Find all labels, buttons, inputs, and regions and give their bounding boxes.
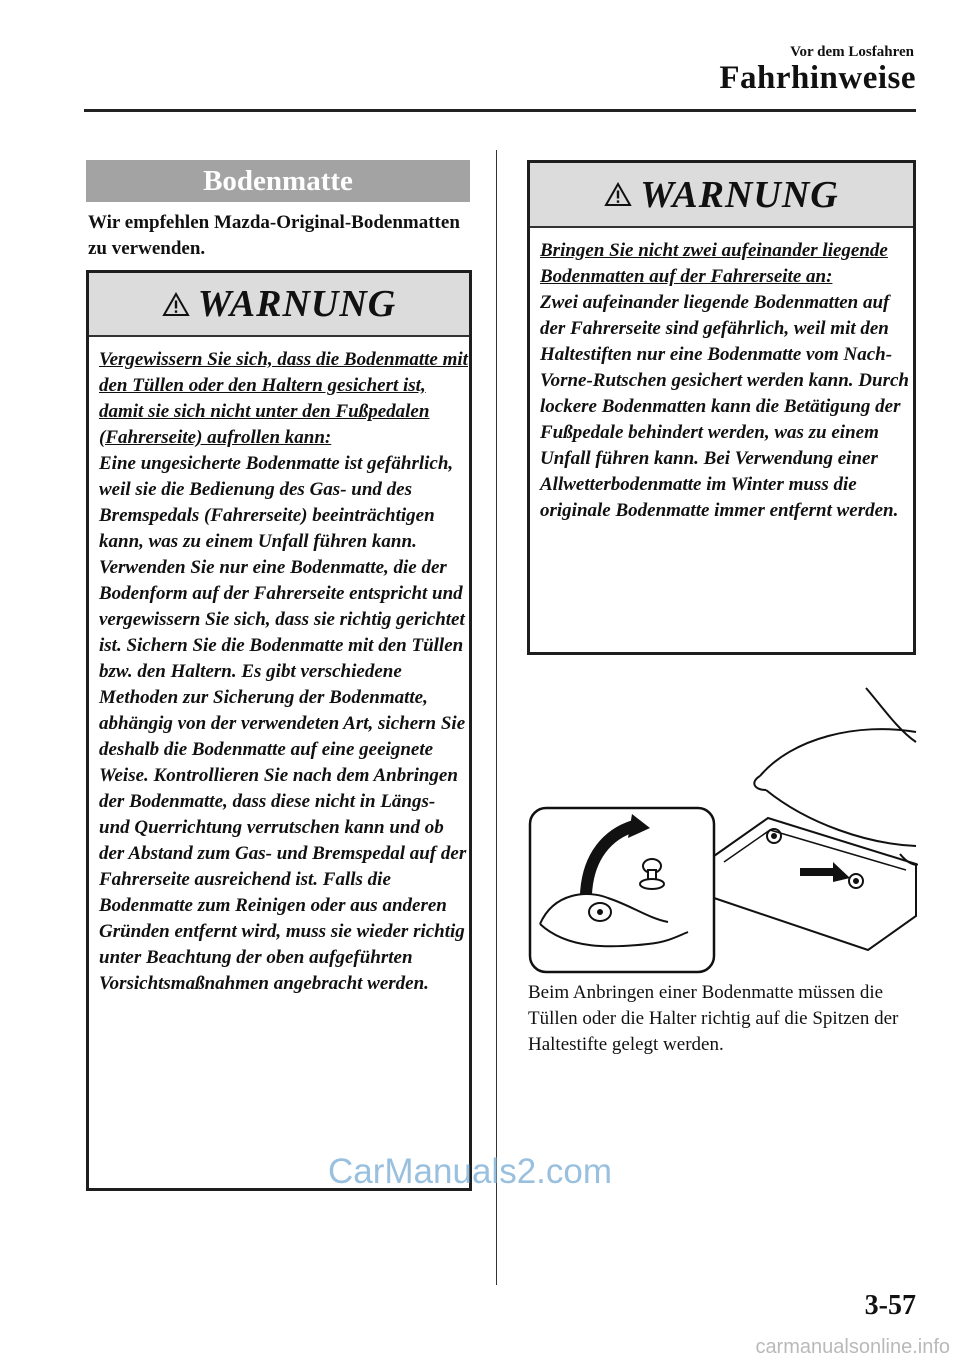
section-title: Fahrhinweise (719, 60, 916, 96)
warning-header (530, 163, 913, 228)
warning-triangle-icon (604, 182, 632, 207)
header-rule (84, 109, 916, 112)
warning-box-left (86, 270, 472, 1191)
watermark-corner: carmanualsonline.info (755, 1336, 950, 1358)
page-number: 3-57 (864, 1290, 916, 1321)
column-divider (496, 150, 497, 1285)
warning-header (89, 273, 469, 337)
warning-triangle-icon (162, 292, 190, 317)
heading-bodenmatte: Bodenmatte (86, 160, 470, 202)
warning-title: WARNUNG (640, 173, 839, 216)
floor-mat-illustration (528, 686, 918, 976)
warning-body (530, 228, 913, 524)
warning-body (89, 337, 469, 997)
watermark-center: CarManuals2.com (328, 1152, 612, 1191)
warning-lead: Bringen Sie nicht zwei aufeinander liegende Bodenmatten auf der Fahrerseite an: (540, 240, 888, 287)
warning-title: WARNUNG (197, 283, 397, 325)
warning-box-right (527, 160, 916, 655)
warning-text: Zwei aufeinander liegende Bodenmatten auf der Fahrerseite sind gefährlich, weil mit den Haltestiften nur eine Bodenmatte vom Nach-Vorne-Rutschen gesichert werden kann. Durch lockere Bodenmatten kann die Betätigung der Fußpedale behindert werden, was zu einem Unfall führen kann. Bei Verwendung einer Allwetterbodenmatte im Winter muss die originale Bodenmatte immer entfernt werden. (540, 292, 909, 521)
chapter-label: Vor dem Losfahren (790, 44, 914, 60)
warning-text: Eine ungesicherte Bodenmatte ist gefährlich, weil sie die Bedienung des Gas- und des Bremspedals (Fahrerseite) beeinträchtigen kann, was zu einem Unfall führen kann. Verwenden Sie nur eine Bodenmatte, die der Bodenform auf der Fahrerseite entspricht und vergewissern Sie sich, dass sie richtig gerichtet ist. Sichern Sie die Bodenmatte mit den Tüllen bzw. den Haltern. Es gibt verschiedene Methoden zur Sicherung der Bodenmatte, abhängig von der verwendeten Art, sichern Sie deshalb die Bodenmatte auf eine geeignete Weise. Kontrollieren Sie nach dem Anbringen der Bodenmatte, dass diese nicht in Längs- und Querrichtung verrutschen kann und ob der Abstand zum Gas- und Bremspedal auf der Fahrerseite ausreichend ist. Falls die Bodenmatte zum Reinigen oder aus anderen Gründen entfernt wird, muss sie wieder richtig unter Beachtung der oben aufgeführten Vorsichtsmaßnahmen angebracht werden. (99, 453, 467, 994)
intro-text: Wir empfehlen Mazda-Original-Bodenmatten zu verwenden. (88, 212, 460, 259)
warning-lead: Vergewissern Sie sich, dass die Bodenmatte mit den Tüllen oder den Haltern gesichert ist, damit sie sich nicht unter den Fußpedalen (Fahrerseite) aufrollen kann: (99, 349, 468, 448)
illustration-caption: Beim Anbringen einer Bodenmatte müssen die Tüllen oder die Halter richtig auf die Spitzen der Haltestifte gelegt werden. (528, 982, 899, 1055)
